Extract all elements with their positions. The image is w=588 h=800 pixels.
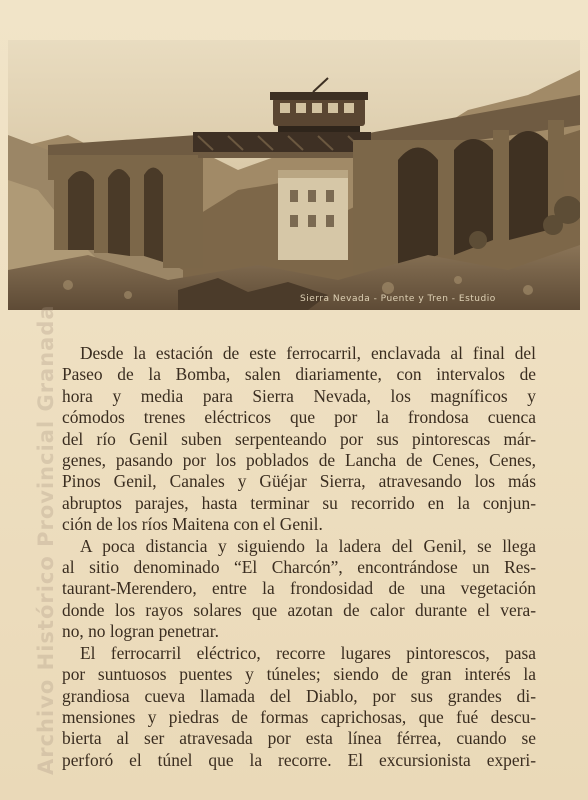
- text-line: Pinos Genil, Canales y Güéjar Sierra, atravesando los más: [62, 471, 536, 492]
- paragraph: [62, 343, 536, 536]
- text-line: mensiones y piedras de formas caprichosas, que fué descu-: [62, 706, 536, 727]
- paragraph: [62, 536, 536, 643]
- text-line: El ferrocarril eléctrico, recorre lugares pintorescos, pasa: [80, 642, 536, 663]
- photo-caption: Sierra Nevada - Puente y Tren - Estudio: [300, 294, 496, 304]
- text-line: genes, pasando por los poblados de Lancha de Cenes, Cenes,: [62, 450, 536, 471]
- text-line: bierta al ser atravesada por esta línea férrea, cuando se: [62, 728, 536, 749]
- text-line: A poca distancia y siguiendo la ladera del Genil, se llega: [80, 535, 536, 556]
- text-line: grandiosa cueva llamada del Diablo, por sus grandes di-: [62, 685, 536, 706]
- text-line: abruptos parajes, hasta terminar su recorrido en la conjun-: [62, 492, 536, 513]
- text-line: hora y media para Sierra Nevada, los magníficos y: [62, 385, 536, 406]
- text-line: donde los rayos solares que azotan de calor durante el vera-: [62, 599, 536, 620]
- text-line: no, no logran penetrar.: [62, 621, 219, 642]
- text-line: taurant-Merendero, entre la frondosidad de una vegetación: [62, 578, 536, 599]
- archive-watermark: Archivo Histórico Provincial Granada: [34, 304, 58, 775]
- body-text: [62, 343, 536, 771]
- bridge-train-photo: [8, 40, 580, 310]
- text-line: cómodos trenes eléctricos que por la frondosa cuenca: [62, 407, 536, 428]
- paragraph: [62, 643, 536, 771]
- text-line: Desde la estación de este ferrocarril, enclavada al final del: [80, 343, 536, 363]
- text-line: al sitio denominado “El Charcón”, encontrándose un Res-: [62, 557, 536, 578]
- text-line: por suntuosos puentes y túneles; siendo de gran interés la: [62, 664, 536, 685]
- text-line: del río Genil suben serpenteando por sus pintorescas már-: [62, 428, 536, 449]
- text-line: Paseo de la Bomba, salen diariamente, con intervalos de: [62, 364, 536, 385]
- text-line: perforó el túnel que la recorre. El excursionista experi-: [62, 749, 536, 770]
- text-line: ción de los ríos Maitena con el Genil.: [62, 514, 323, 535]
